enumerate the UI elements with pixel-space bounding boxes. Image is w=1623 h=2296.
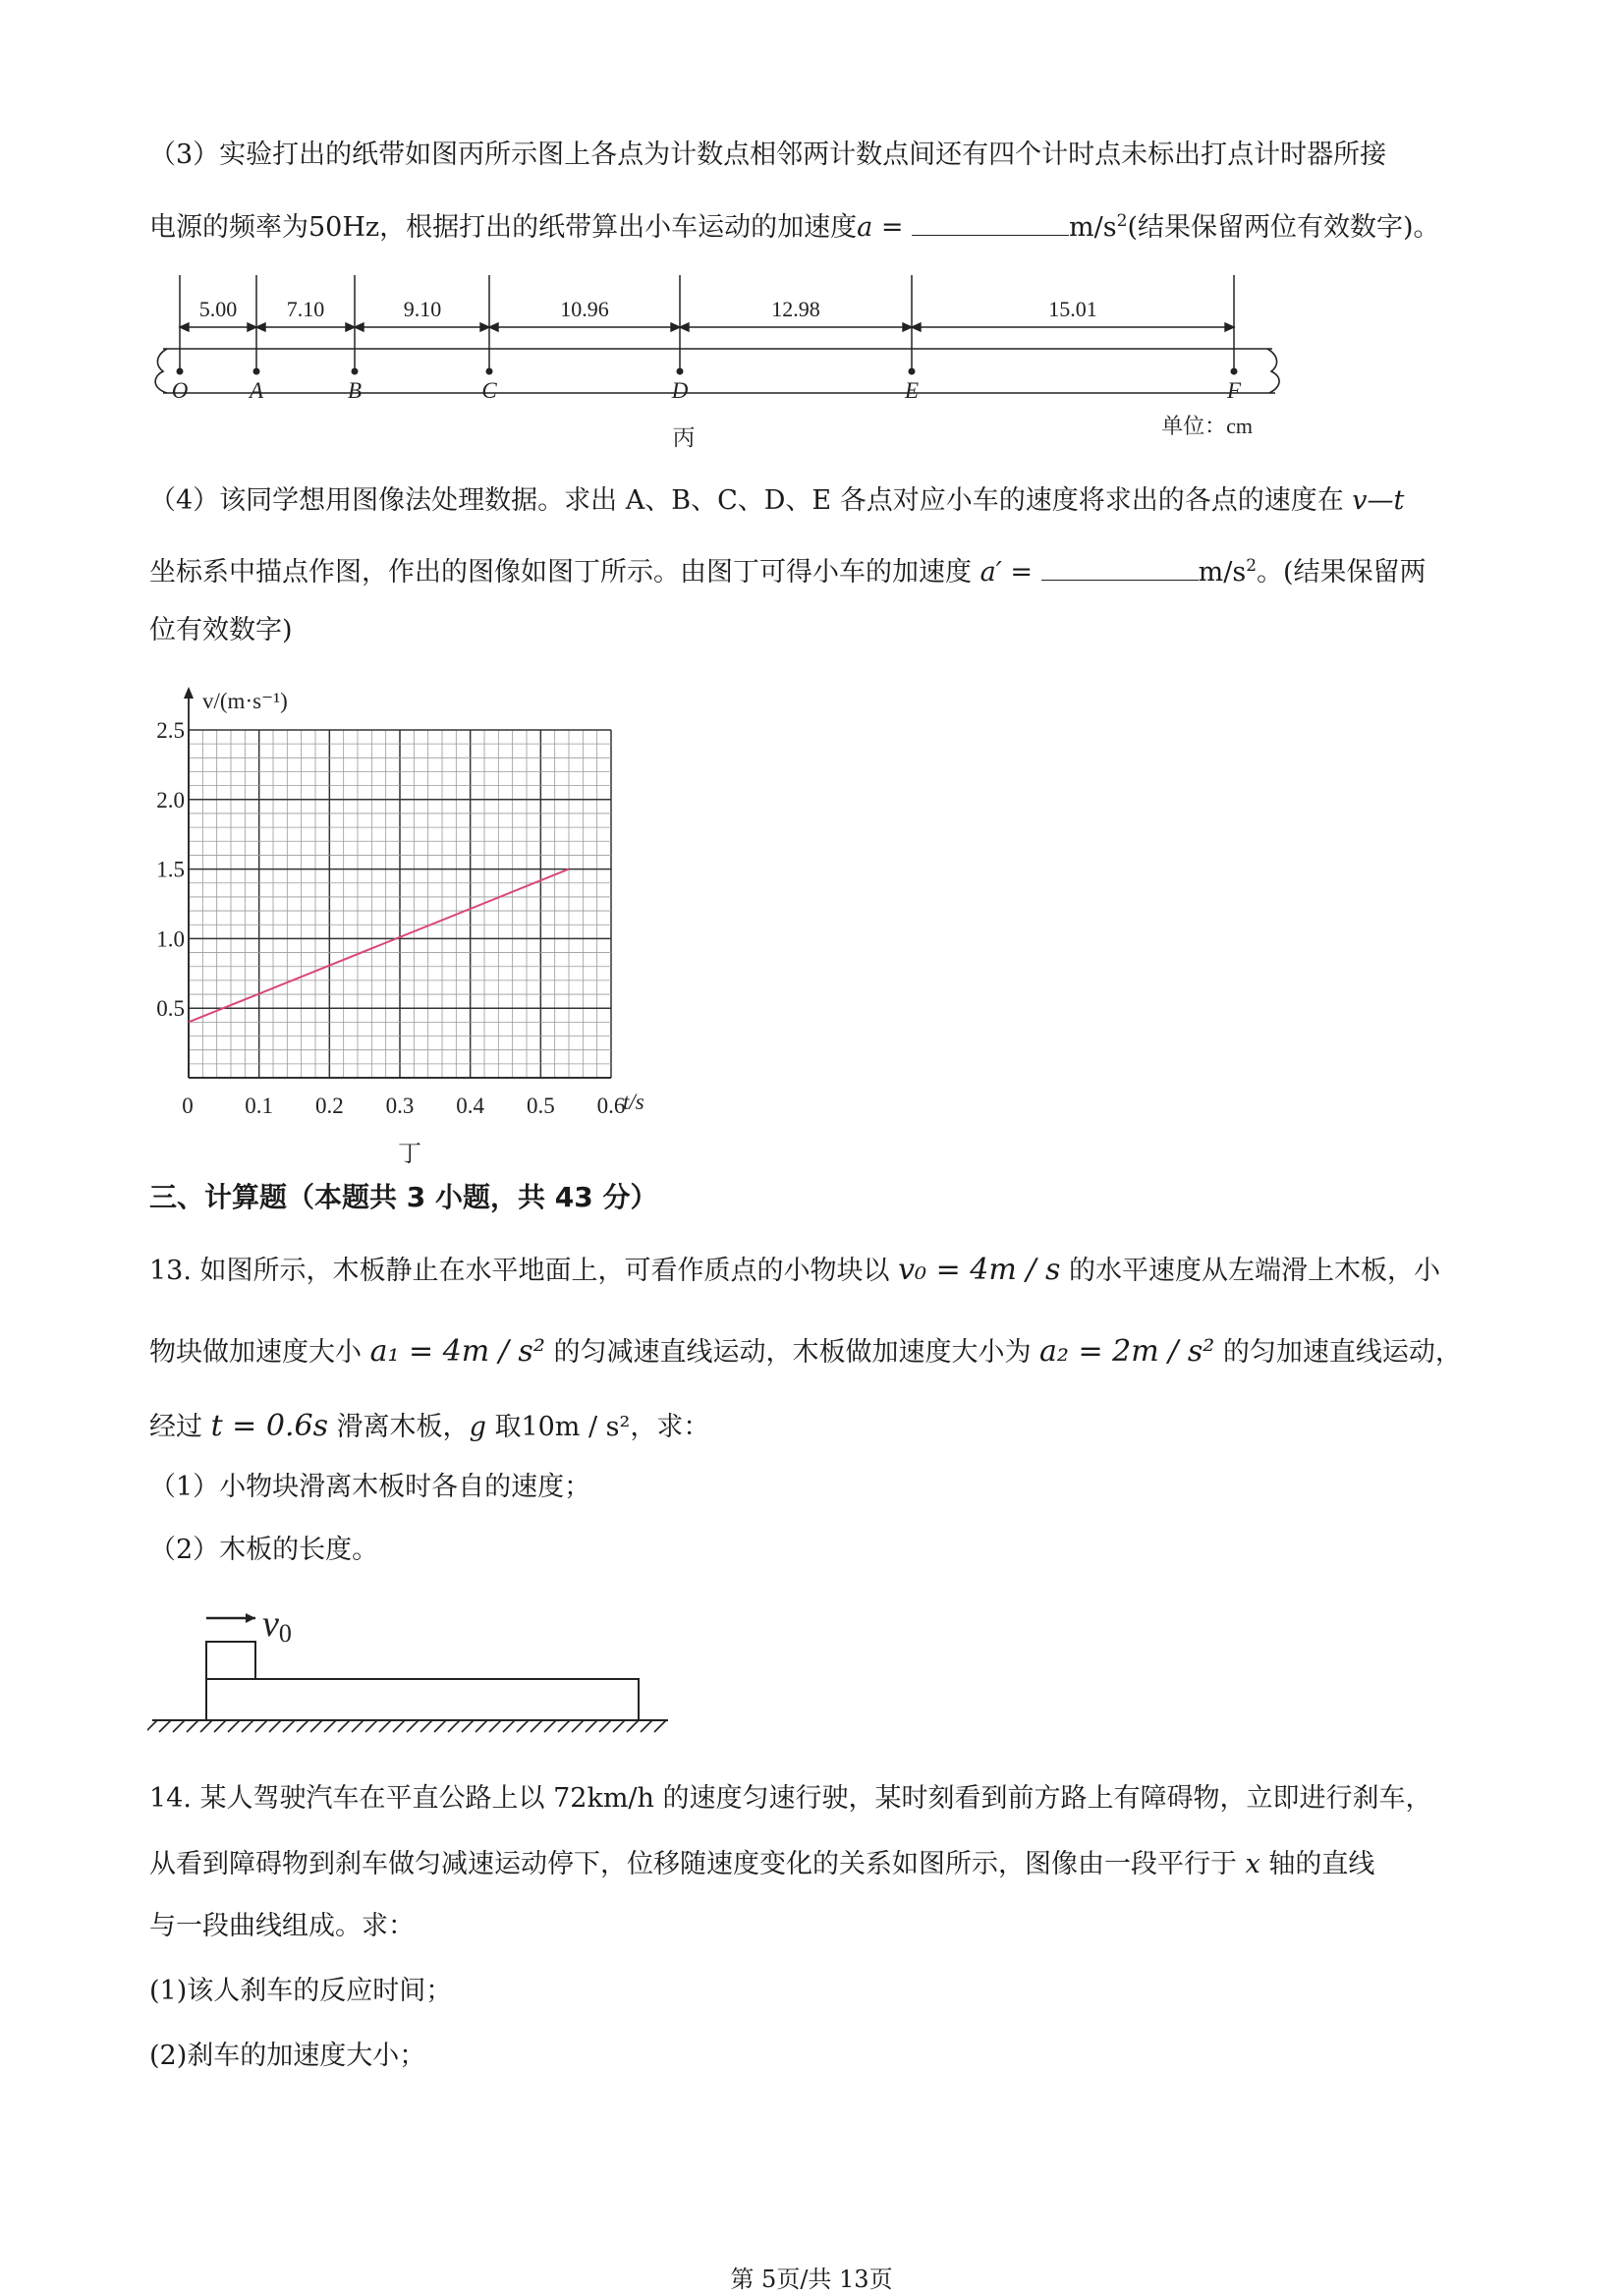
tape-point-B: B (347, 378, 363, 403)
x-tick-label: 0.5 (526, 1093, 555, 1118)
hatch-line (627, 1720, 639, 1732)
hatch-line (544, 1720, 556, 1732)
tape-point-F: F (1226, 378, 1242, 403)
hatch-line (379, 1720, 391, 1732)
page-footer: 第 5页/共 13页 (730, 2266, 893, 2293)
q13-math-v0: v₀ = 4m / s (898, 1253, 1061, 1287)
q13-text-8: 取 (485, 1412, 522, 1442)
hatch-line (407, 1720, 419, 1732)
tape-caption: 丙 (672, 425, 696, 450)
q14-line-2 (149, 1847, 1374, 1882)
v0-label: v0 (262, 1603, 292, 1648)
q13-math-g: 10m / s² (521, 1412, 631, 1442)
y-axis-arrow (184, 687, 194, 699)
q4-equals: = (1001, 557, 1041, 588)
hatch-line (255, 1720, 267, 1732)
q13-text-2: 的水平速度从左端滑上木板，小 (1060, 1256, 1440, 1286)
tape-seg-4: 10.96 (560, 297, 609, 321)
tape-point-E: E (904, 378, 920, 403)
q4-unit: m/s (1198, 557, 1247, 588)
q14-line-3 (149, 1909, 415, 1944)
tape-seg-5: 12.98 (771, 297, 820, 321)
q14-text-4: 与一段曲线组成。求： (149, 1911, 415, 1941)
q14-sub2-text: (2)刹车的加速度大小； (149, 2041, 426, 2071)
heading-text-b: 小题，共 (425, 1181, 555, 1213)
q3-line-2 (149, 203, 1440, 246)
x-tick-label: 0 (182, 1093, 194, 1118)
tape-seg-1: 5.00 (198, 297, 238, 321)
tape-point-A: A (249, 378, 264, 403)
q3-unit: m/s (1069, 212, 1117, 243)
q13-var-g: g (469, 1412, 486, 1442)
hatch-line (613, 1720, 625, 1732)
q4-text-3: 。(结果保留两 (1257, 557, 1427, 588)
q13-math-a1: a₁ = 4m / s² (369, 1334, 545, 1369)
q3-equals: = (872, 212, 913, 243)
x-tick-label: 0.2 (314, 1093, 344, 1118)
q14-line-1 (149, 1781, 1432, 1817)
hatch-line (393, 1720, 405, 1732)
tape-seg-3: 9.10 (403, 297, 442, 321)
board (206, 1679, 639, 1720)
tape-figure (138, 265, 1297, 457)
x-tick-label: 0.6 (596, 1093, 626, 1118)
hatch-line (147, 1720, 157, 1732)
q3-line-1 (149, 138, 1386, 173)
q4-text-4: 位有效数字) (149, 615, 293, 645)
tape-point-O: O (171, 378, 189, 403)
hatch-line (654, 1720, 666, 1732)
q4-answer-blank[interactable] (1041, 554, 1199, 581)
chart-y-label: v/(m·s⁻¹) (202, 689, 288, 713)
q14-text-1: 14. 某人驾驶汽车在平直公路上以 72km/h 的速度匀速行驶，某时刻看到前方路上有障碍物，立即进行刹车， (149, 1783, 1432, 1814)
y-tick-label: 1.0 (156, 926, 185, 952)
ground-hatch (147, 1720, 666, 1732)
hatch-line (297, 1720, 308, 1732)
q14-sub-2 (149, 2039, 425, 2074)
hatch-line (434, 1720, 446, 1732)
hatch-line (200, 1720, 212, 1732)
hatch-line (338, 1720, 350, 1732)
q13-math-t: t = 0.6s (210, 1409, 328, 1443)
hatch-line (310, 1720, 322, 1732)
vt-chart (138, 673, 707, 1174)
x-tick-label: 0.1 (245, 1093, 274, 1118)
hatch-line (599, 1720, 611, 1732)
y-tick-label: 2.0 (156, 787, 185, 812)
hatch-line (503, 1720, 515, 1732)
hatch-line (228, 1720, 240, 1732)
q14-sub-1 (149, 1974, 452, 2009)
q4-var-vt: v—t (1352, 485, 1405, 516)
y-tick-label: 0.5 (156, 996, 185, 1022)
hatch-line (462, 1720, 474, 1732)
chart-series (189, 869, 569, 1023)
hatch-line (586, 1720, 597, 1732)
heading-score: 43 (554, 1181, 593, 1213)
q13-sub2-text: （2）木板的长度。 (149, 1535, 379, 1565)
hatch-line (187, 1720, 198, 1732)
q4-text-1: （4）该同学想用图像法处理数据。求出 A、B、C、D、E 各点对应小车的速度将求出的各点的速度在 (149, 485, 1353, 516)
tape-unit: 单位：cm (1161, 414, 1253, 438)
hatch-line (517, 1720, 529, 1732)
x-tick-label: 0.3 (385, 1093, 415, 1118)
q13-line-1 (149, 1253, 1440, 1289)
q13-sub-2 (149, 1533, 378, 1568)
hatch-line (420, 1720, 432, 1732)
chart-caption: 丁 (398, 1142, 421, 1167)
q3-var-a: a (857, 212, 873, 243)
tape-point-D: D (671, 378, 689, 403)
hatch-line (448, 1720, 460, 1732)
heading-count: 3 (406, 1181, 426, 1213)
q3-text-2: 电源的频率为50Hz，根据打出的纸带算出小车运动的加速度 (149, 212, 858, 243)
q13-math-a2: a₂ = 2m / s² (1039, 1334, 1215, 1369)
q13-text-3: 物块做加速度大小 (149, 1337, 370, 1368)
hatch-line (214, 1720, 226, 1732)
heading-text-c: 分） (592, 1181, 658, 1213)
chart-grid (189, 730, 611, 1078)
q13-text-6: 经过 (149, 1412, 211, 1442)
hatch-line (242, 1720, 253, 1732)
q13-text-7: 滑离木板， (327, 1412, 470, 1442)
q13-text-5: 的匀加速直线运动， (1214, 1337, 1462, 1368)
hatch-line (269, 1720, 281, 1732)
q4-var-a-prime: a′ (979, 557, 1002, 588)
hatch-line (159, 1720, 171, 1732)
hatch-line (324, 1720, 336, 1732)
q4-unit-sup: 2 (1246, 556, 1258, 576)
q13-text-9: ，求： (630, 1412, 710, 1442)
q4-line-3 (149, 613, 293, 648)
section-3-heading (149, 1180, 657, 1215)
q14-text-2: 从看到障碍物到刹车做匀减速运动停下，位移随速度变化的关系如图所示，图像由一段平行于 (149, 1849, 1246, 1879)
hatch-line (641, 1720, 652, 1732)
q3-text-1: （3）实验打出的纸带如图丙所示图上各点为计数点相邻两计数点间还有四个计时点未标出打点计时器所接 (149, 140, 1387, 170)
q4-line-1 (149, 483, 1404, 519)
q13-text-4: 的匀减速直线运动，木板做加速度大小为 (544, 1337, 1040, 1368)
hatch-line (558, 1720, 570, 1732)
hatch-line (572, 1720, 584, 1732)
hatch-line (531, 1720, 542, 1732)
q13-sub1-text: （1）小物块滑离木板时各自的速度； (149, 1472, 591, 1502)
board-figure (147, 1596, 678, 1734)
heading-text-a: 三、计算题（本题共 (149, 1181, 407, 1213)
hatch-line (476, 1720, 487, 1732)
chart-x-label: t/s (623, 1090, 644, 1114)
hatch-line (283, 1720, 295, 1732)
q14-sub1-text: (1)该人刹车的反应时间； (149, 1976, 453, 2006)
tape-point-C: C (481, 378, 497, 403)
q13-sub-1 (149, 1470, 590, 1505)
block (206, 1642, 255, 1679)
y-tick-label: 2.5 (156, 718, 185, 743)
q13-text-1: 13. 如图所示，木板静止在水平地面上，可看作质点的小物块以 (149, 1256, 899, 1286)
q14-text-3: 轴的直线 (1259, 1849, 1375, 1879)
hatch-line (352, 1720, 364, 1732)
q4-text-2: 坐标系中描点作图，作出的图像如图丁所示。由图丁可得小车的加速度 (149, 557, 980, 588)
q13-line-2 (149, 1334, 1462, 1371)
hatch-line (173, 1720, 185, 1732)
q4-line-2 (149, 548, 1427, 590)
series-line (189, 869, 569, 1023)
q3-text-3: (结果保留两位有效数字)。 (1127, 212, 1440, 243)
tape-seg-2: 7.10 (286, 297, 325, 321)
chart-axes (184, 687, 611, 1078)
hatch-line (365, 1720, 377, 1732)
hatch-line (489, 1720, 501, 1732)
q3-answer-blank[interactable] (912, 209, 1069, 236)
q14-var-x: x (1245, 1849, 1260, 1879)
y-tick-label: 1.5 (156, 857, 185, 882)
x-tick-label: 0.4 (456, 1093, 485, 1118)
q3-unit-sup: 2 (1116, 211, 1128, 231)
q13-line-3 (149, 1409, 709, 1445)
tape-seg-6: 15.01 (1048, 297, 1097, 321)
